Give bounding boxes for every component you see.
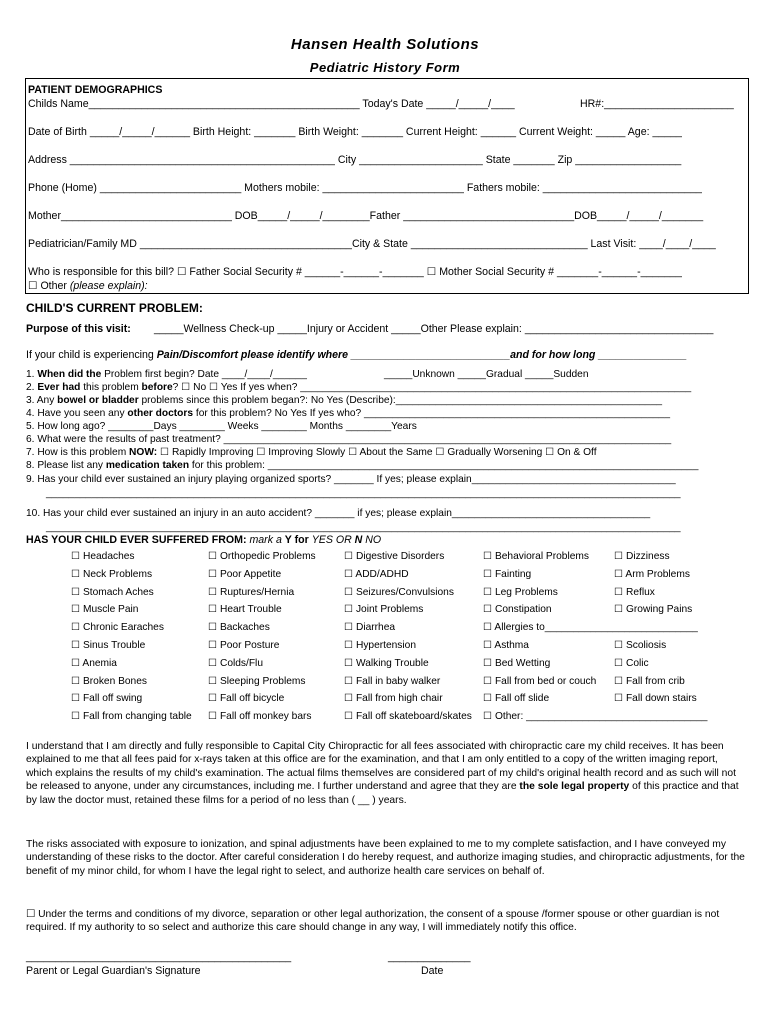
q4-bold: other doctors (127, 408, 196, 419)
risk-consent-paragraph: The risks associated with exposure to ionization, and spinal adjustments have been explained to me to my complete satisfaction, and I have conveyed my understanding of these risks to the doctor. After careful consideration I do hereby request, and authorize imaging studies, and chiropractic adjustments, for the benefit of my minor child, for whom I have the legal right to select, and authorize health care services on behalf of. (26, 839, 745, 877)
history-checkbox-item[interactable]: ☐ Fall in baby walker (344, 675, 441, 687)
q7-options: ☐ Rapidly Improving ☐ Improving Slowly ☐ About the Same ☐ Gradually Worsening ☐ On & Off (159, 447, 597, 458)
consent-p1-bold: the sole legal property (519, 781, 630, 793)
history-heading-for: for (291, 534, 312, 546)
history-checkbox-item[interactable]: ☐ Digestive Disorders (344, 551, 445, 562)
question-9-continuation[interactable]: ________________________________________________________________________________________________________________ (46, 488, 681, 499)
history-checkbox-item[interactable]: ☐ Leg Problems (483, 586, 558, 598)
pediatrician-field[interactable]: Pediatrician/Family MD ____________________________________City & State ______________________________ Last Visit: ____/____/____ (28, 238, 716, 250)
history-checkbox-item[interactable]: ☐ Fall from changing table (71, 711, 192, 723)
history-heading (26, 534, 381, 547)
hr-number-field[interactable]: HR#:______________________ (580, 98, 734, 110)
history-checkbox-item[interactable]: ☐ Fall from crib (614, 675, 685, 687)
signature-line[interactable]: _____________________________________________ (26, 951, 292, 963)
history-checkbox-item[interactable]: ☐ ADD/ADHD (344, 568, 409, 580)
q4-text2: for this problem? No Yes If yes who? ______________________________________________________ (195, 408, 671, 419)
history-checkbox-item[interactable]: ☐ Chronic Earaches (71, 622, 164, 634)
history-checkbox-item[interactable]: ☐ Other: ________________________________ (483, 711, 708, 723)
history-checkbox-item[interactable]: ☐ Ruptures/Hernia (208, 586, 295, 598)
billing-other-label: ☐ Other (28, 280, 70, 292)
question-4[interactable] (26, 407, 670, 420)
signature-label: Parent or Legal Guardian's Signature (26, 965, 201, 977)
q2-bold1: Ever had (37, 382, 84, 393)
question-3[interactable] (26, 394, 662, 407)
question-8[interactable] (26, 459, 698, 472)
q7-text: 7. How is this problem (26, 447, 130, 458)
q8-text2: for this problem: ____________________________________________________________________________ (191, 460, 699, 471)
consent-p1-text1: I understand that I am directly and fully responsible to Capital City Chiropractic for all fees associated with chiropractic care my child receives. It has been explained to me that all fees paid for x-rays taken at this office are for the examination, and that I am only entitled to a copy of the written imaging report, which explains the results of my child's examination. The actual films themselves are considered part of my child's original health record and as such will not be released to anyone, under any circumstances, including me. I further understand and agree that they are (26, 741, 736, 793)
q4-text1: 4. Have you seen any (26, 408, 128, 419)
history-checkbox-item[interactable]: ☐ Sleeping Problems (208, 675, 306, 687)
history-checkbox-item[interactable]: ☐ Colic (614, 657, 649, 669)
history-checkbox-item[interactable]: ☐ Heart Trouble (208, 604, 282, 616)
q2-options: ? ☐ No ☐ Yes If yes when? _____________________________________________________________________ (172, 382, 692, 393)
history-checkbox-item[interactable]: ☐ Fall off skateboard/skates (344, 711, 472, 723)
q3-text1: 3. Any (26, 395, 58, 406)
history-checkbox-item[interactable]: ☐ Muscle Pain (71, 604, 139, 616)
date-label: Date (421, 965, 444, 977)
history-checkbox-item[interactable]: ☐ Fall off monkey bars (208, 711, 312, 723)
purpose-label: Purpose of this visit: (26, 323, 131, 335)
pain-emphasis-text: Pain/Discomfort please identify where ___________________________and for how long _______________ (156, 349, 687, 361)
history-checkbox-item[interactable]: ☐ Broken Bones (71, 675, 147, 687)
question-6[interactable]: 6. What were the results of past treatment? _______________________________________________________________________________ (26, 434, 672, 445)
history-checkbox-item[interactable]: ☐ Poor Posture (208, 640, 280, 651)
phone-field[interactable]: Phone (Home) ________________________ Mothers mobile: ________________________ Fathers mobile: ___________________________ (28, 182, 702, 194)
billing-other-field[interactable] (28, 280, 148, 293)
history-checkbox-item[interactable]: ☐ Backaches (208, 622, 270, 634)
q3-bold: bowel or bladder (57, 395, 142, 406)
history-checkbox-item[interactable]: ☐ Scoliosis (614, 640, 667, 651)
billing-other-explain: (please explain): (69, 280, 148, 292)
history-checkbox-item[interactable]: ☐ Fall off bicycle (208, 693, 285, 705)
history-checkbox-item[interactable]: ☐ Dizziness (614, 551, 670, 562)
question-2[interactable] (26, 381, 691, 394)
history-checkbox-item[interactable]: ☐ Sinus Trouble (71, 640, 146, 651)
demographics-heading: PATIENT DEMOGRAPHICS (28, 84, 163, 96)
q7-bold: NOW: (129, 447, 160, 458)
history-checkbox-item[interactable]: ☐ Colds/Flu (208, 657, 263, 669)
history-heading-mark: mark a (249, 534, 285, 546)
history-checkbox-item[interactable]: ☐ Walking Trouble (344, 657, 429, 669)
history-checkbox-item[interactable]: ☐ Allergies to___________________________ (483, 622, 698, 634)
history-checkbox-item[interactable]: ☐ Seizures/Convulsions (344, 586, 454, 598)
history-checkbox-item[interactable]: ☐ Reflux (614, 586, 655, 598)
history-checkbox-item[interactable]: ☐ Bed Wetting (483, 657, 551, 669)
financial-consent-paragraph (26, 740, 746, 807)
billing-responsibility-field[interactable]: Who is responsible for this bill? ☐ Father Social Security # ______-______-_______ ☐ Mother Social Security # _______-______-_______ (28, 266, 682, 278)
history-checkbox-item[interactable]: ☐ Anemia (71, 657, 117, 669)
history-checkbox-item[interactable]: ☐ Fall off swing (71, 693, 143, 705)
q8-bold: medication taken (105, 460, 192, 471)
history-checkbox-item[interactable]: ☐ Headaches (71, 551, 135, 562)
history-checkbox-item[interactable]: ☐ Fall off slide (483, 693, 550, 705)
history-heading-n: N (354, 534, 363, 546)
address-field[interactable]: Address _____________________________________________ City _____________________ State _______ Zip __________________ (28, 154, 682, 166)
history-checkbox-item[interactable]: ☐ Arm Problems (614, 568, 690, 580)
birth-measurements-field[interactable]: Date of Birth _____/_____/______ Birth Height: _______ Birth Weight: _______ Current Height: ______ Current Weight: _____ Age: _____ (28, 126, 682, 138)
form-organization-title: Hansen Health Solutions (290, 36, 480, 53)
question-10-continuation[interactable]: ________________________________________________________________________________________________________________ (46, 522, 681, 533)
pain-location-field[interactable] (26, 349, 687, 362)
question-1-onset[interactable]: _____Unknown _____Gradual _____Sudden (384, 369, 589, 380)
q3-text2: problems since this problem began?: No Yes (Describe):_______________________________________________ (141, 395, 663, 406)
question-10[interactable]: 10. Has your child ever sustained an injury in an auto accident? _______ if yes; please explain___________________________________ (26, 508, 651, 519)
question-7[interactable] (26, 446, 597, 459)
q2-text: this problem (83, 382, 142, 393)
q1-bold: When did the (37, 369, 105, 380)
child-name-field[interactable]: Childs Name______________________________________________ Today's Date _____/_____/____ (28, 98, 515, 110)
q1-number: 1. (26, 369, 38, 380)
form-title: Pediatric History Form (309, 60, 461, 75)
date-line[interactable]: ______________ (388, 951, 471, 963)
history-checkbox-item[interactable]: ☐ Fall down stairs (614, 693, 697, 705)
question-5[interactable]: 5. How long ago? ________Days ________ Weeks ________ Months ________Years (26, 421, 417, 432)
history-checkbox-item[interactable]: ☐ Orthopedic Problems (208, 551, 316, 562)
history-checkbox-item[interactable]: ☐ Stomach Aches (71, 586, 154, 598)
history-checkbox-item[interactable]: ☐ Poor Appetite (208, 568, 282, 580)
q8-text1: 8. Please list any (26, 460, 106, 471)
parents-field[interactable]: Mother_____________________________ DOB_____/_____/________Father _____________________________DOB_____/_____/_______ (28, 210, 704, 222)
history-heading-yes: YES OR (311, 534, 355, 546)
question-1[interactable] (26, 368, 307, 381)
q1-date: Problem first begin? Date ____/____/______ (104, 369, 307, 380)
purpose-options[interactable]: _____Wellness Check-up _____Injury or Accident _____Other Please explain: ________________________________ (154, 323, 714, 335)
history-checkbox-item[interactable]: ☐ Growing Pains (614, 604, 693, 616)
q2-number: 2. (26, 382, 38, 393)
guardian-authority-paragraph[interactable]: ☐ Under the terms and conditions of my divorce, separation or other legal authorization, the consent of a spouse /former spouse or other guardian is not required. If my authority to so select and authorize this care should change in any way, I will immediately notify this office. (26, 909, 720, 934)
history-checkbox-item[interactable]: ☐ Fainting (483, 568, 532, 580)
history-checkbox-item[interactable]: ☐ Fall from bed or couch (483, 675, 597, 687)
question-9[interactable]: 9. Has your child ever sustained an injury playing organized sports? _______ If yes; please explain____________________________________ (26, 474, 676, 485)
history-checkbox-item[interactable]: ☐ Asthma (483, 640, 529, 651)
pain-intro-text: If your child is experiencing (26, 349, 157, 361)
consent-p1-text2: of this practice and that by law the doctor must, retained these films for a period of no less than ( __ ) years. (26, 781, 739, 806)
history-heading-no: NO (362, 534, 382, 546)
current-problem-heading: CHILD'S CURRENT PROBLEM: (26, 301, 203, 315)
history-heading-y: Y (284, 534, 292, 546)
history-checkbox-item[interactable]: ☐ Hypertension (344, 640, 416, 651)
history-checkbox-item[interactable]: ☐ Joint Problems (344, 604, 424, 616)
history-checkbox-item[interactable]: ☐ Constipation (483, 604, 552, 616)
history-checkbox-item[interactable]: ☐ Behavioral Problems (483, 551, 589, 562)
history-checkbox-item[interactable]: ☐ Fall from high chair (344, 693, 443, 705)
history-checkbox-item[interactable]: ☐ Diarrhea (344, 622, 396, 634)
history-checkbox-item[interactable]: ☐ Neck Problems (71, 568, 153, 580)
history-heading-main: HAS YOUR CHILD EVER SUFFERED FROM: (26, 534, 250, 546)
q2-bold2: before (141, 382, 173, 393)
